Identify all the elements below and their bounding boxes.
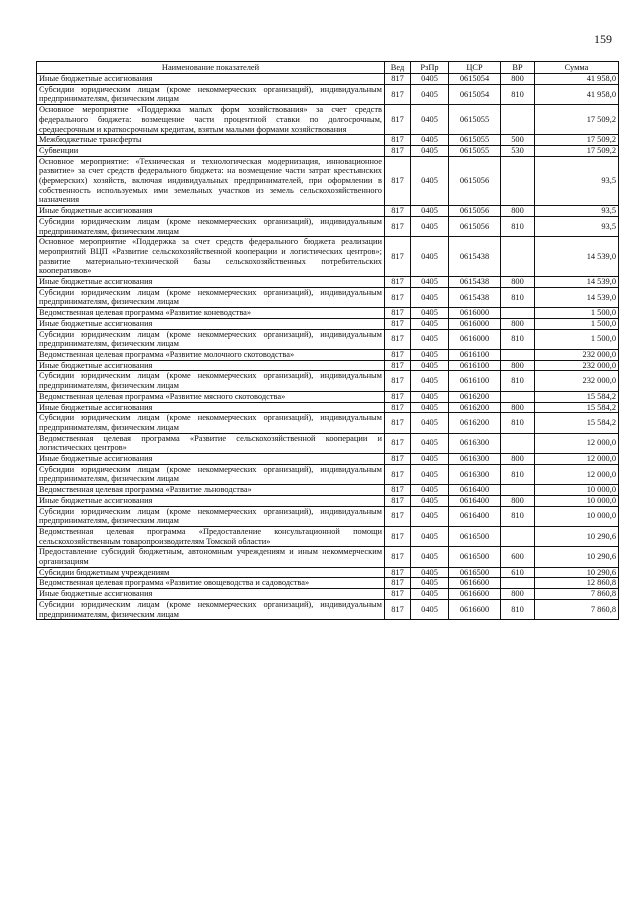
cell-name: Ведомственная целевая программа «Развитие льноводства» [37, 485, 385, 496]
table-row [37, 464, 619, 484]
cell-csr: 0615054 [449, 84, 501, 104]
cell-name: Ведомственная целевая программа «Развитие молочного скотоводства» [37, 349, 385, 360]
cell-rzpr: 0405 [411, 135, 449, 146]
cell-vr: 530 [501, 145, 535, 156]
cell-name: Ведомственная целевая программа «Развитие мясного скотоводства» [37, 391, 385, 402]
cell-ved: 817 [385, 526, 411, 546]
cell-rzpr: 0405 [411, 578, 449, 589]
cell-name: Субсидии юридическим лицам (кроме некоммерческих организаций), индивидуальным предпринимателям, физическим лицам [37, 464, 385, 484]
cell-sum: 1 500,0 [535, 318, 619, 329]
table-row [37, 308, 619, 319]
cell-csr: 0615054 [449, 74, 501, 85]
table-row [37, 287, 619, 307]
table-row [37, 360, 619, 371]
cell-name: Ведомственная целевая программа «Развитие коневодства» [37, 308, 385, 319]
cell-rzpr: 0405 [411, 74, 449, 85]
cell-sum: 17 509,2 [535, 145, 619, 156]
page-number: 159 [594, 32, 612, 46]
cell-csr: 0616300 [449, 464, 501, 484]
cell-csr: 0616400 [449, 506, 501, 526]
table-row [37, 145, 619, 156]
table-row [37, 74, 619, 85]
cell-name: Основное мероприятие «Поддержка за счет средств федерального бюджета реализации мероприятий ВЦП «Развитие сельскохозяйственной кооперации и логистических центров»; развитие материально-технической базы сельскохозяйственных потребительских кооперативов» [37, 237, 385, 277]
cell-vr: 810 [501, 464, 535, 484]
cell-ved: 817 [385, 567, 411, 578]
cell-rzpr: 0405 [411, 360, 449, 371]
cell-ved: 817 [385, 485, 411, 496]
cell-ved: 817 [385, 578, 411, 589]
cell-sum: 12 000,0 [535, 464, 619, 484]
cell-vr [501, 308, 535, 319]
table-row [37, 206, 619, 217]
cell-csr: 0616200 [449, 402, 501, 413]
cell-sum: 12 000,0 [535, 454, 619, 465]
cell-sum: 7 860,8 [535, 599, 619, 619]
cell-rzpr: 0405 [411, 287, 449, 307]
cell-csr: 0616200 [449, 413, 501, 433]
table-row [37, 547, 619, 567]
cell-rzpr: 0405 [411, 464, 449, 484]
cell-csr: 0616200 [449, 391, 501, 402]
cell-vr [501, 578, 535, 589]
cell-rzpr: 0405 [411, 391, 449, 402]
cell-csr: 0616000 [449, 329, 501, 349]
cell-ved: 817 [385, 506, 411, 526]
cell-rzpr: 0405 [411, 371, 449, 391]
cell-vr: 800 [501, 360, 535, 371]
cell-sum: 14 539,0 [535, 237, 619, 277]
cell-name: Субсидии юридическим лицам (кроме некоммерческих организаций), индивидуальным предпринимателям, физическим лицам [37, 216, 385, 236]
cell-sum: 1 500,0 [535, 329, 619, 349]
cell-ved: 817 [385, 74, 411, 85]
cell-rzpr: 0405 [411, 485, 449, 496]
cell-ved: 817 [385, 318, 411, 329]
table-row [37, 216, 619, 236]
cell-name: Иные бюджетные ассигнования [37, 74, 385, 85]
cell-name: Иные бюджетные ассигнования [37, 277, 385, 288]
cell-rzpr: 0405 [411, 454, 449, 465]
cell-csr: 0616100 [449, 360, 501, 371]
cell-name: Субвенции [37, 145, 385, 156]
cell-ved: 817 [385, 547, 411, 567]
table-row [37, 589, 619, 600]
cell-rzpr: 0405 [411, 567, 449, 578]
cell-vr [501, 349, 535, 360]
cell-csr: 0616500 [449, 547, 501, 567]
table-row [37, 402, 619, 413]
cell-name: Основное мероприятие «Поддержка малых форм хозяйствования» за счет средств федерального бюджета: возмещение части процентной ставки по долгосрочным, среднесрочным и краткосрочным кредитам, взятым малыми формами хозяйствования [37, 105, 385, 135]
cell-vr: 810 [501, 371, 535, 391]
cell-vr: 800 [501, 495, 535, 506]
table-row [37, 391, 619, 402]
table-row [37, 277, 619, 288]
cell-ved: 817 [385, 391, 411, 402]
table-row [37, 318, 619, 329]
table-row [37, 506, 619, 526]
cell-ved: 817 [385, 454, 411, 465]
cell-rzpr: 0405 [411, 526, 449, 546]
cell-sum: 17 509,2 [535, 105, 619, 135]
cell-rzpr: 0405 [411, 495, 449, 506]
cell-rzpr: 0405 [411, 589, 449, 600]
table-row [37, 485, 619, 496]
cell-csr: 0616400 [449, 495, 501, 506]
cell-csr: 0616400 [449, 485, 501, 496]
cell-vr: 610 [501, 567, 535, 578]
cell-csr: 0615056 [449, 206, 501, 217]
cell-name: Иные бюджетные ассигнования [37, 360, 385, 371]
cell-rzpr: 0405 [411, 308, 449, 319]
cell-sum: 14 539,0 [535, 287, 619, 307]
cell-name: Иные бюджетные ассигнования [37, 206, 385, 217]
cell-sum: 7 860,8 [535, 589, 619, 600]
cell-rzpr: 0405 [411, 599, 449, 619]
cell-rzpr: 0405 [411, 206, 449, 217]
cell-csr: 0616100 [449, 349, 501, 360]
cell-name: Субсидии бюджетным учреждениям [37, 567, 385, 578]
cell-sum: 10 000,0 [535, 506, 619, 526]
cell-vr [501, 433, 535, 453]
cell-rzpr: 0405 [411, 216, 449, 236]
cell-vr [501, 156, 535, 206]
table-row [37, 349, 619, 360]
header-name: Наименование показателей [37, 62, 385, 74]
cell-ved: 817 [385, 433, 411, 453]
cell-sum: 93,5 [535, 206, 619, 217]
header-rzpr: РзПр [411, 62, 449, 74]
table-row [37, 84, 619, 104]
cell-ved: 817 [385, 206, 411, 217]
cell-vr: 810 [501, 84, 535, 104]
cell-csr: 0616500 [449, 567, 501, 578]
cell-sum: 93,5 [535, 156, 619, 206]
table-row [37, 105, 619, 135]
cell-csr: 0616600 [449, 599, 501, 619]
cell-sum: 12 000,0 [535, 433, 619, 453]
cell-name: Иные бюджетные ассигнования [37, 589, 385, 600]
cell-rzpr: 0405 [411, 84, 449, 104]
cell-vr: 810 [501, 413, 535, 433]
cell-ved: 817 [385, 599, 411, 619]
cell-ved: 817 [385, 402, 411, 413]
header-csr: ЦСР [449, 62, 501, 74]
cell-sum: 10 290,6 [535, 526, 619, 546]
cell-name: Ведомственная целевая программа «Предоставление консультационной помощи сельскохозяйственным товаропроизводителям Томской области» [37, 526, 385, 546]
cell-vr: 800 [501, 277, 535, 288]
cell-rzpr: 0405 [411, 329, 449, 349]
cell-csr: 0615438 [449, 277, 501, 288]
cell-ved: 817 [385, 308, 411, 319]
cell-sum: 41 958,0 [535, 84, 619, 104]
header-sum: Сумма [535, 62, 619, 74]
cell-csr: 0615438 [449, 287, 501, 307]
cell-ved: 817 [385, 329, 411, 349]
cell-vr [501, 485, 535, 496]
cell-name: Субсидии юридическим лицам (кроме некоммерческих организаций), индивидуальным предпринимателям, физическим лицам [37, 371, 385, 391]
cell-vr [501, 237, 535, 277]
budget-table [36, 61, 619, 620]
cell-ved: 817 [385, 413, 411, 433]
cell-vr: 810 [501, 329, 535, 349]
cell-sum: 10 000,0 [535, 495, 619, 506]
cell-name: Субсидии юридическим лицам (кроме некоммерческих организаций), индивидуальным предпринимателям, физическим лицам [37, 329, 385, 349]
cell-name: Субсидии юридическим лицам (кроме некоммерческих организаций), индивидуальным предпринимателям, физическим лицам [37, 287, 385, 307]
cell-ved: 817 [385, 360, 411, 371]
table-row [37, 495, 619, 506]
cell-sum: 41 958,0 [535, 74, 619, 85]
cell-sum: 232 000,0 [535, 371, 619, 391]
cell-vr: 810 [501, 216, 535, 236]
cell-vr: 800 [501, 74, 535, 85]
cell-ved: 817 [385, 371, 411, 391]
cell-rzpr: 0405 [411, 237, 449, 277]
cell-vr: 800 [501, 206, 535, 217]
cell-vr: 600 [501, 547, 535, 567]
cell-vr: 810 [501, 599, 535, 619]
cell-csr: 0616600 [449, 578, 501, 589]
table-row [37, 413, 619, 433]
cell-sum: 12 860,8 [535, 578, 619, 589]
cell-name: Межбюджетные трансферты [37, 135, 385, 146]
cell-name: Субсидии юридическим лицам (кроме некоммерческих организаций), индивидуальным предпринимателям, физическим лицам [37, 84, 385, 104]
cell-ved: 817 [385, 135, 411, 146]
cell-csr: 0615056 [449, 216, 501, 236]
cell-csr: 0616600 [449, 589, 501, 600]
cell-csr: 0615055 [449, 145, 501, 156]
cell-rzpr: 0405 [411, 277, 449, 288]
cell-ved: 817 [385, 287, 411, 307]
cell-name: Субсидии юридическим лицам (кроме некоммерческих организаций), индивидуальным предпринимателям, физическим лицам [37, 413, 385, 433]
cell-rzpr: 0405 [411, 547, 449, 567]
table-row [37, 526, 619, 546]
table-row [37, 329, 619, 349]
table-row [37, 237, 619, 277]
cell-sum: 10 290,6 [535, 547, 619, 567]
cell-sum: 232 000,0 [535, 360, 619, 371]
cell-ved: 817 [385, 277, 411, 288]
header-vr: ВР [501, 62, 535, 74]
cell-vr: 800 [501, 402, 535, 413]
cell-rzpr: 0405 [411, 156, 449, 206]
cell-sum: 15 584,2 [535, 391, 619, 402]
cell-csr: 0616300 [449, 433, 501, 453]
table-row [37, 433, 619, 453]
cell-csr: 0616300 [449, 454, 501, 465]
cell-name: Иные бюджетные ассигнования [37, 402, 385, 413]
cell-sum: 15 584,2 [535, 413, 619, 433]
cell-rzpr: 0405 [411, 105, 449, 135]
cell-ved: 817 [385, 464, 411, 484]
cell-sum: 232 000,0 [535, 349, 619, 360]
cell-name: Ведомственная целевая программа «Развитие сельскохозяйственной кооперации и логистических центров» [37, 433, 385, 453]
cell-ved: 817 [385, 589, 411, 600]
cell-rzpr: 0405 [411, 145, 449, 156]
table-row [37, 578, 619, 589]
cell-rzpr: 0405 [411, 506, 449, 526]
cell-ved: 817 [385, 145, 411, 156]
table-row [37, 156, 619, 206]
cell-vr: 800 [501, 454, 535, 465]
cell-name: Иные бюджетные ассигнования [37, 454, 385, 465]
cell-sum: 93,5 [535, 216, 619, 236]
cell-vr: 810 [501, 287, 535, 307]
cell-sum: 1 500,0 [535, 308, 619, 319]
cell-csr: 0616000 [449, 308, 501, 319]
cell-vr: 800 [501, 589, 535, 600]
cell-csr: 0616500 [449, 526, 501, 546]
cell-name: Субсидии юридическим лицам (кроме некоммерческих организаций), индивидуальным предпринимателям, физическим лицам [37, 599, 385, 619]
cell-vr [501, 391, 535, 402]
table-header-row [37, 62, 619, 74]
cell-name: Основное мероприятие: «Техническая и технологическая модернизация, инновационное развитие» за счет средств федерального бюджета: на возмещение части затрат крестьянских (фермерских) хозяйств, включая индивидуальных предпринимателей, при оформлении в собственность используемых ими земельных участков из земель сельскохозяйственного назначения [37, 156, 385, 206]
table-row [37, 599, 619, 619]
cell-rzpr: 0405 [411, 318, 449, 329]
cell-csr: 0615438 [449, 237, 501, 277]
cell-vr [501, 526, 535, 546]
cell-sum: 14 539,0 [535, 277, 619, 288]
header-ved: Вед [385, 62, 411, 74]
cell-vr: 810 [501, 506, 535, 526]
table-row [37, 135, 619, 146]
cell-rzpr: 0405 [411, 413, 449, 433]
cell-sum: 10 290,6 [535, 567, 619, 578]
cell-ved: 817 [385, 105, 411, 135]
cell-name: Иные бюджетные ассигнования [37, 318, 385, 329]
cell-name: Предоставление субсидий бюджетным, автономным учреждениям и иным некоммерческим организациям [37, 547, 385, 567]
table-row [37, 454, 619, 465]
cell-ved: 817 [385, 156, 411, 206]
table-row [37, 371, 619, 391]
cell-csr: 0615055 [449, 105, 501, 135]
cell-ved: 817 [385, 495, 411, 506]
cell-ved: 817 [385, 237, 411, 277]
cell-vr: 800 [501, 318, 535, 329]
cell-name: Субсидии юридическим лицам (кроме некоммерческих организаций), индивидуальным предпринимателям, физическим лицам [37, 506, 385, 526]
cell-csr: 0616100 [449, 371, 501, 391]
cell-ved: 817 [385, 84, 411, 104]
cell-csr: 0615056 [449, 156, 501, 206]
table-row [37, 567, 619, 578]
cell-rzpr: 0405 [411, 402, 449, 413]
cell-vr [501, 105, 535, 135]
cell-sum: 10 000,0 [535, 485, 619, 496]
cell-sum: 17 509,2 [535, 135, 619, 146]
cell-name: Ведомственная целевая программа «Развитие овощеводства и садоводства» [37, 578, 385, 589]
cell-csr: 0615055 [449, 135, 501, 146]
cell-ved: 817 [385, 216, 411, 236]
cell-ved: 817 [385, 349, 411, 360]
cell-rzpr: 0405 [411, 433, 449, 453]
cell-vr: 500 [501, 135, 535, 146]
cell-sum: 15 584,2 [535, 402, 619, 413]
cell-name: Иные бюджетные ассигнования [37, 495, 385, 506]
cell-rzpr: 0405 [411, 349, 449, 360]
cell-csr: 0616000 [449, 318, 501, 329]
